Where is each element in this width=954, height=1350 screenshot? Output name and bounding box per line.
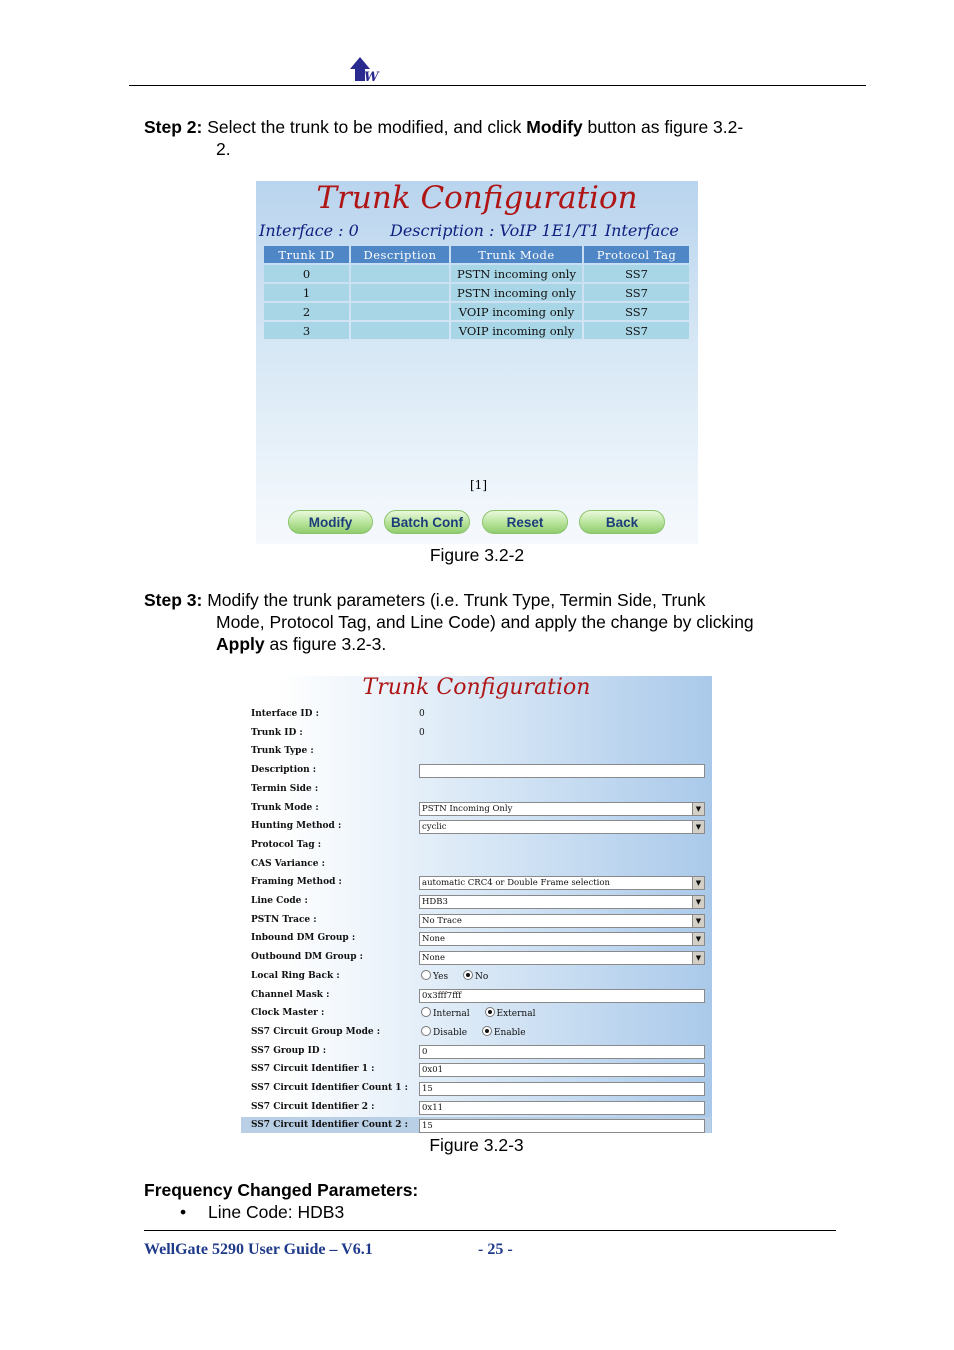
ss7-group-id-input[interactable]: 0 (419, 1045, 705, 1059)
trunk-id-value: 0 (419, 727, 425, 738)
interface-description: Description : VoIP 1E1/T1 Interface (390, 221, 679, 240)
col-trunk-mode: Trunk Mode (451, 246, 582, 263)
step3-line1: Step 3: Modify the trunk parameters (i.e. Trunk Type, Termin Side, Trunk (144, 590, 706, 610)
framing-method-select[interactable]: automatic CRC4 or Double Frame selection ▼ (419, 876, 705, 890)
page-link[interactable]: [1] (470, 478, 487, 492)
local-ring-back-radios: Yes No (421, 970, 488, 982)
bullet-line-code: Line Code: HDB3 (208, 1202, 345, 1222)
figure-title: Trunk Configuration (362, 676, 591, 700)
line-code-select[interactable]: HDB3 ▼ (419, 895, 705, 909)
chevron-down-icon[interactable]: ▼ (692, 933, 704, 945)
step2-line2: 2. (216, 139, 231, 159)
reset-button[interactable]: Reset (482, 510, 568, 534)
chevron-down-icon[interactable]: ▼ (692, 821, 704, 833)
row-clock-master: Clock Master : Internal External (251, 1008, 536, 1020)
row-termin-side: Termin Side : (251, 783, 319, 794)
row-ss7-circuit-group-mode: SS7 Circuit Group Mode : Disable Enable (251, 1026, 526, 1038)
figure2-caption: Figure 3.2-3 (429, 1135, 524, 1155)
ss7-circuit-identifier-1-input[interactable]: 0x01 (419, 1063, 705, 1077)
row-line-code: Line Code : HDB3 ▼ (251, 893, 711, 912)
row-ss7-group-id: SS7 Group ID : 0 (251, 1043, 711, 1062)
inbound-dm-group-select[interactable]: None ▼ (419, 932, 705, 946)
figure-title: Trunk Configuration (316, 180, 638, 216)
col-description: Description (351, 246, 449, 263)
row-protocol-tag: Protocol Tag : (251, 839, 322, 850)
row-trunk-mode: Trunk Mode : PSTN Incoming Only ▼ (251, 800, 711, 819)
trunk-table (262, 244, 691, 341)
trunk-configuration-edit-figure (241, 676, 712, 1133)
table-row[interactable]: 2 VOIP incoming only SS7 (264, 303, 689, 320)
trunk-mode-select[interactable]: PSTN Incoming Only ▼ (419, 802, 705, 816)
row-ss7-circuit-identifier-count-2: SS7 Circuit Identifier Count 2 : 15 (241, 1117, 711, 1133)
radio-external[interactable] (485, 1007, 495, 1017)
company-logo-icon (348, 55, 380, 83)
row-pstn-trace: PSTN Trace : No Trace ▼ (251, 912, 711, 931)
outbound-dm-group-select[interactable]: None ▼ (419, 951, 705, 965)
channel-mask-input[interactable]: 0x3fff7fff (419, 989, 705, 1003)
description-input[interactable] (419, 764, 705, 778)
row-outbound-dm-group: Outbound DM Group : None ▼ (251, 949, 711, 968)
table-row[interactable]: 1 PSTN incoming only SS7 (264, 284, 689, 301)
col-protocol-tag: Protocol Tag (584, 246, 689, 263)
table-row[interactable]: 3 VOIP incoming only SS7 (264, 322, 689, 339)
hunting-method-select[interactable]: cyclic ▼ (419, 820, 705, 834)
interface-label: Interface : 0 (259, 221, 359, 240)
chevron-down-icon[interactable]: ▼ (692, 915, 704, 927)
table-row[interactable]: 0 PSTN incoming only SS7 (264, 265, 689, 282)
row-interface-id: Interface ID : 0 (251, 709, 425, 719)
bullet-icon: • (180, 1202, 187, 1222)
footer-title: WellGate 5290 User Guide – V6.1 (144, 1241, 373, 1258)
row-trunk-type: Trunk Type : (251, 746, 314, 757)
row-ss7-circuit-identifier-1: SS7 Circuit Identifier 1 : 0x01 (251, 1061, 711, 1080)
row-framing-method: Framing Method : automatic CRC4 or Double Frame selection ▼ (251, 874, 711, 893)
footer-rule (144, 1230, 836, 1231)
batch-conf-button[interactable]: Batch Conf (384, 510, 470, 534)
row-description: Description : (251, 762, 711, 781)
svg-text:W: W (364, 70, 379, 83)
step2-line1: Step 2: Select the trunk to be modified, and click Modify button as figure 3.2- (144, 117, 744, 137)
step3-line2: Mode, Protocol Tag, and Line Code) and apply the change by clicking (216, 612, 754, 632)
chevron-down-icon[interactable]: ▼ (692, 877, 704, 889)
modify-button[interactable]: Modify (288, 510, 373, 534)
step3-line3: Apply as figure 3.2-3. (216, 634, 387, 654)
row-trunk-id: Trunk ID : 0 (251, 727, 425, 738)
row-ss7-circuit-identifier-2: SS7 Circuit Identifier 2 : 0x11 (251, 1099, 711, 1118)
chevron-down-icon[interactable]: ▼ (692, 952, 704, 964)
radio-internal[interactable] (421, 1007, 431, 1017)
row-ss7-circuit-identifier-count-1: SS7 Circuit Identifier Count 1 : 15 (251, 1080, 711, 1099)
chevron-down-icon[interactable]: ▼ (692, 896, 704, 908)
radio-no[interactable] (463, 970, 473, 980)
page-number: - 25 - (478, 1241, 513, 1258)
chevron-down-icon[interactable]: ▼ (692, 803, 704, 815)
radio-yes[interactable] (421, 970, 431, 980)
radio-disable[interactable] (421, 1026, 431, 1036)
row-inbound-dm-group: Inbound DM Group : None ▼ (251, 930, 711, 949)
pstn-trace-select[interactable]: No Trace ▼ (419, 914, 705, 928)
col-trunk-id: Trunk ID (264, 246, 349, 263)
row-local-ring-back: Local Ring Back : Yes No (251, 970, 489, 982)
ss7-circuit-identifier-count-2-input[interactable]: 15 (419, 1119, 705, 1133)
row-channel-mask: Channel Mask : 0x3fff7fff (251, 987, 711, 1006)
row-cas-variance: CAS Variance : (251, 858, 325, 869)
ss7-circuit-identifier-count-1-input[interactable]: 15 (419, 1082, 705, 1096)
row-hunting-method: Hunting Method : cyclic ▼ (251, 818, 711, 837)
header-rule (129, 85, 866, 86)
interface-id-value: 0 (419, 709, 425, 719)
back-button[interactable]: Back (579, 510, 665, 534)
figure1-caption: Figure 3.2-2 (429, 545, 525, 565)
ss7-circuit-identifier-2-input[interactable]: 0x11 (419, 1101, 705, 1115)
ss7-circuit-group-mode-radios: Disable Enable (421, 1026, 526, 1038)
trunk-configuration-list-figure (256, 181, 698, 544)
clock-master-radios: Internal External (421, 1007, 535, 1019)
radio-enable[interactable] (482, 1026, 492, 1036)
frequency-heading: Frequency Changed Parameters: (144, 1180, 419, 1200)
